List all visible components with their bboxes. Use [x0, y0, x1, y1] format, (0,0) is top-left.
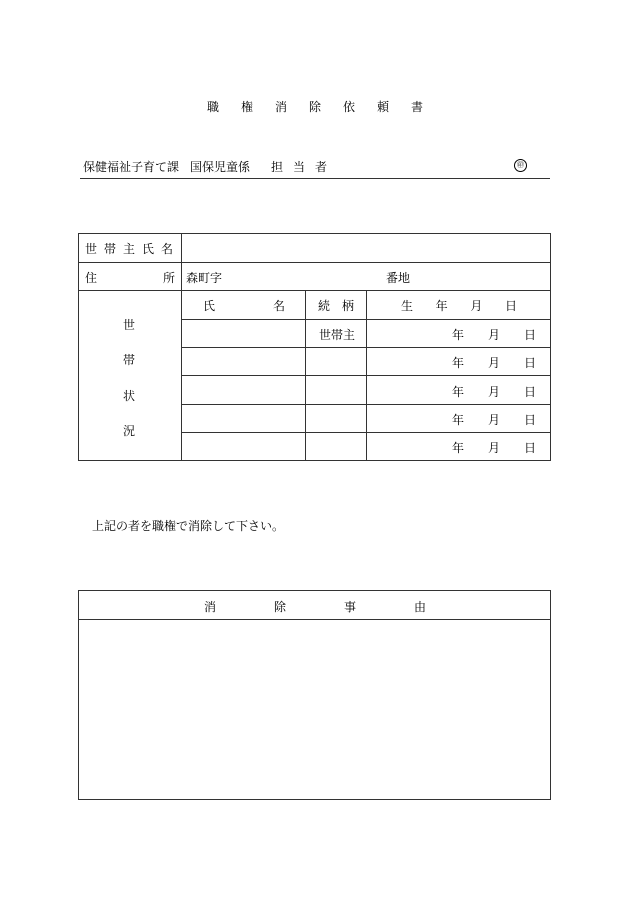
reason-header-divider: [79, 619, 550, 620]
label-char: 主: [122, 242, 135, 256]
birth-year-unit: 年: [452, 413, 465, 427]
header-char: 由: [413, 600, 426, 614]
birth-day-unit: 日: [524, 385, 537, 399]
division-name: 保健福祉子育て課: [83, 160, 180, 174]
header-char: 消: [204, 600, 217, 614]
header-char: 生: [401, 299, 414, 313]
household-status-char: 況: [123, 424, 136, 438]
relation-cell: 世帯主: [319, 328, 356, 342]
address-prefix: 森町字: [186, 271, 223, 285]
staff-char: 当: [293, 160, 306, 174]
row-divider: [79, 290, 550, 291]
request-statement: 上記の者を職権で消除して下さい。: [92, 519, 285, 533]
deletion-reason-box: [78, 590, 551, 800]
header-char: 年: [435, 299, 448, 313]
header-char: 続: [318, 299, 331, 313]
birth-month-unit: 月: [488, 356, 501, 370]
label-char: 住: [85, 271, 98, 285]
birth-day-unit: 日: [524, 356, 537, 370]
column-divider: [181, 290, 182, 460]
reason-header: [204, 598, 426, 615]
householder-name-label: [85, 240, 173, 257]
header-char: 名: [272, 299, 285, 313]
header-char: 事: [343, 600, 356, 614]
header-char: 月: [470, 299, 483, 313]
header-char: 柄: [341, 299, 354, 313]
birth-day-unit: 日: [524, 328, 537, 342]
document-title: [0, 98, 630, 115]
birth-day-unit: 日: [524, 413, 537, 427]
birthdate-column-header: [401, 297, 517, 314]
title-char: 依: [343, 100, 356, 114]
header-char: 氏: [203, 299, 216, 313]
household-form: [78, 233, 551, 461]
seal-mark: ㊞: [514, 159, 527, 172]
label-char: 帯: [103, 242, 116, 256]
address-label: [85, 269, 175, 286]
household-status-char: 世: [123, 318, 136, 332]
birth-year-unit: 年: [452, 385, 465, 399]
birth-year-unit: 年: [452, 441, 465, 455]
section-name: 国保児童係: [190, 160, 251, 174]
title-char: 頼: [377, 100, 390, 114]
title-char: 除: [308, 100, 321, 114]
header-char: 除: [273, 600, 286, 614]
birth-month-unit: 月: [488, 385, 501, 399]
birth-day-unit: 日: [524, 441, 537, 455]
birth-month-unit: 月: [488, 328, 501, 342]
column-divider: [181, 234, 182, 290]
label-char: 氏: [141, 242, 154, 256]
column-divider: [305, 290, 306, 460]
householder-name-field[interactable]: [183, 236, 549, 261]
department-line: [80, 158, 550, 179]
birth-month-unit: 月: [488, 413, 501, 427]
address-suffix: 番地: [386, 271, 411, 285]
row-divider: [79, 262, 550, 263]
title-char: 消: [274, 100, 287, 114]
name-column-header: [203, 297, 285, 314]
household-status-char: 状: [123, 389, 136, 403]
column-divider: [366, 290, 367, 460]
label-char: 所: [162, 271, 175, 285]
label-char: 世: [85, 242, 98, 256]
title-char: 権: [240, 100, 253, 114]
birth-month-unit: 月: [488, 441, 501, 455]
birth-year-unit: 年: [452, 356, 465, 370]
staff-label: [271, 158, 337, 175]
household-status-char: 帯: [123, 353, 136, 367]
header-char: 日: [504, 299, 517, 313]
label-char: 名: [160, 242, 173, 256]
staff-char: 者: [315, 160, 328, 174]
staff-char: 担: [271, 160, 284, 174]
reason-text-area[interactable]: [81, 622, 548, 798]
birth-year-unit: 年: [452, 328, 465, 342]
title-char: 書: [411, 100, 424, 114]
relation-column-header: [318, 297, 354, 314]
title-char: 職: [206, 100, 219, 114]
